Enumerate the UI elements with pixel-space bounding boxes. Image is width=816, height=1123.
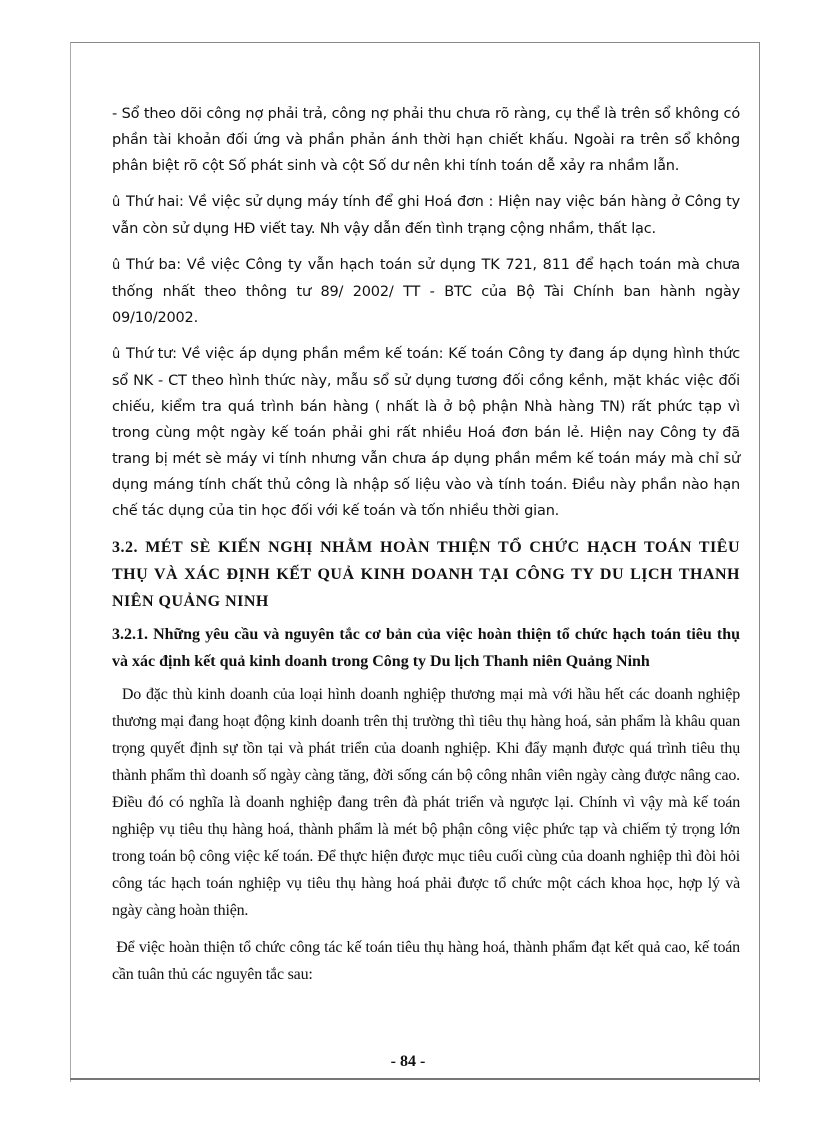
page-border-bottom	[70, 1078, 760, 1080]
paragraph-principles-intro	[112, 934, 740, 988]
paragraph-text: Thứ tư: Về việc áp dụng phần mềm kế toán: Kế toán Công ty đang áp dụng hình thức sổ NK - CT theo hình thức này, mẫu sổ sử dụng tương đối cồng kềnh, mặt khác việc đối chiếu, kiểm tra quá trình bán hàng ( nhất là ở bộ phận Nhà hàng TN) rất phức tạp vì trong cùng một ngày kế toán phải ghi rất nhiều Hoá đơn bán lẻ. Hiện nay Công ty đã trang bị mét sè máy vi tính nhưng vẫn chưa áp dụng phần mềm kế toán máy mà chỉ sử dụng máng tính chất thủ công là nhập số liệu vào và tính toán. Điều này phần nào hạn chế tác dụng của tin học đối với kế toán và tốn nhiều thời gian.	[112, 346, 740, 519]
paragraph-text: Thứ hai: Về việc sử dụng máy tính để ghi Hoá đơn : Hiện nay việc bán hàng ở Công ty vẫn còn sử dụng HĐ viết tay. Nh vậy dẫn đến tình trạng cộng nhầm, thất lạc.	[112, 194, 740, 237]
bullet-icon: û	[112, 195, 121, 210]
subsection-heading-3-2-1: 3.2.1. Những yêu cầu và nguyên tắc cơ bản của việc hoàn thiện tổ chức hạch toán tiêu thụ và xác định kết quả kinh doanh trong Công ty Du lịch Thanh niên Quảng Ninh	[112, 626, 740, 670]
paragraph-text: Để việc hoàn thiện tổ chức công tác kế toán tiêu thụ hàng hoá, thành phẩm đạt kết quả cao, kế toán cần tuân thủ các nguyên tắc sau:	[112, 939, 740, 983]
section-heading-3-2: 3.2. MÉT SÈ KIẾN NGHỊ NHẰM HOÀN THIỆN TỔ CHỨC HẠCH TOÁN TIÊU THỤ VÀ XÁC ĐỊNH KẾT QUẢ KINH DOANH TẠI CÔNG TY DU LỊCH THANH NIÊN QUẢNG NINH	[112, 539, 740, 610]
bullet-icon: û	[112, 258, 121, 273]
paragraph-second-issue	[112, 189, 740, 242]
paragraph-business-context	[112, 681, 740, 924]
paragraph-text: Do đặc thù kinh doanh của loại hình doanh nghiệp thương mại mà với hầu hết các doanh nghiệp thương mại đang hoạt động kinh doanh trên thị trường thì tiêu thụ hàng hoá, sản phẩm là khâu quan trọng quyết định sự tồn tại và phát triển của doanh nghiệp. Khi đẩy mạnh được quá trình tiêu thụ thành phẩm thì doanh số ngày càng tăng, đời sống cán bộ công nhân viên ngày càng được nâng cao. Điều đó có nghĩa là doanh nghiệp đang trên đà phát triển và ngược lại. Chính vì vậy mà kế toán nghiệp vụ tiêu thụ hàng hoá, thành phẩm là mét bộ phận công việc phức tạp và chiếm tỷ trọng lớn trong toán bộ công việc kế toán. Để thực hiện được mục tiêu cuối cùng của doanh nghiệp thì đòi hỏi công tác hạch toán nghiệp vụ tiêu thụ hàng hoá phải được tổ chức một cách khoa học, hợp lý và ngày càng hoàn thiện.	[112, 686, 741, 919]
document-body	[112, 101, 740, 998]
paragraph-text: - Sổ theo dõi công nợ phải trả, công nợ phải thu chưa rõ ràng, cụ thể là trên sổ không có phần tài khoản đối ứng và phần phản ánh thời hạn chiết khấu. Ngoài ra trên sổ không phân biệt rõ cột Số phát sinh và cột Số dư nên khi tính toán dễ xảy ra nhầm lẫn.	[112, 106, 740, 174]
paragraph-third-issue	[112, 252, 740, 331]
paragraph-text: Thứ ba: Về việc Công ty vẫn hạch toán sử dụng TK 721, 811 để hạch toán mà chưa thống nhất theo thông tư 89/ 2002/ TT - BTC của Bộ Tài Chính ban hành ngày 09/10/2002.	[112, 257, 740, 326]
paragraph-fourth-issue	[112, 341, 740, 524]
page-number: - 84 -	[390, 1053, 426, 1070]
paragraph-debt-ledger	[112, 101, 740, 179]
bullet-icon: û	[112, 347, 121, 362]
